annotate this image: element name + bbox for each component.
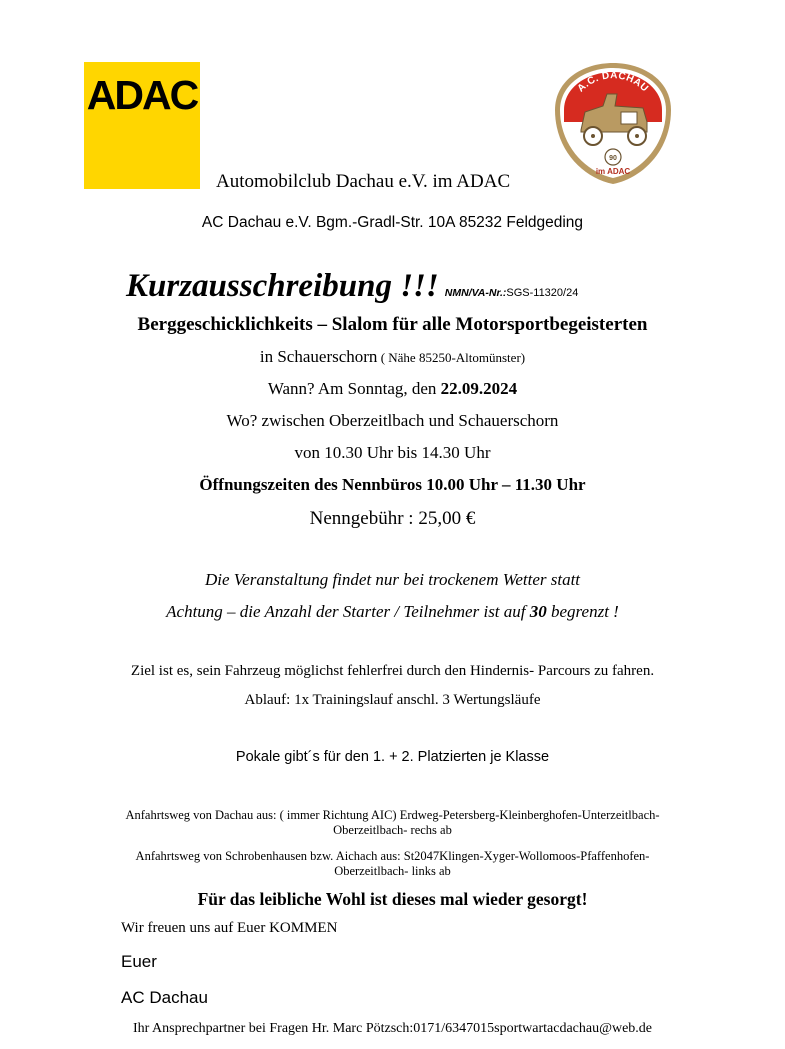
event-location (0, 347, 785, 367)
entry-fee: Nenngebühr : 25,00 € (309, 508, 476, 529)
crest-bottom-text: im ADAC (595, 167, 631, 176)
procedure-text: Ablauf: 1x Trainingslauf anschl. 3 Wertungsläufe (244, 692, 541, 708)
location-main: in Schauerschorn (259, 347, 378, 366)
route-from-dachau (0, 808, 785, 838)
trophies-text: Pokale gibt´s für den 1. + 2. Platzierten je Klasse (235, 749, 550, 765)
crest-anniversary: 90 (609, 155, 617, 162)
date-prefix: Wann? Am Sonntag, den (267, 379, 441, 398)
office-hours: Öffnungszeiten des Nennbüros 10.00 Uhr – 11.30 Uhr (199, 475, 586, 494)
crest-top-text: A.C. DACHAU (575, 70, 651, 95)
limit-suffix: begrenzt ! (546, 602, 619, 621)
event-date (0, 379, 785, 399)
club-address: AC Dachau e.V. Bgm.-Gradl-Str. 10A 85232 Feldgeding (201, 214, 584, 231)
nmn-label: NMN/VA-Nr.: (444, 287, 507, 299)
ac-dachau-crest (551, 60, 675, 186)
event-time: von 10.30 Uhr bis 14.30 Uhr (294, 443, 491, 462)
limit-prefix: Achtung – die Anzahl der Starter / Teilnehmer ist auf (166, 602, 530, 621)
limit-number: 30 (529, 602, 547, 621)
route-from-schrobenhausen (0, 849, 785, 879)
welcome-text: Wir freuen uns auf Euer KOMMEN (121, 920, 338, 936)
route-schrobenhausen-line2: Oberzeitlbach- links ab (334, 864, 451, 878)
nmn-value: SGS-11320/24 (506, 287, 579, 299)
route-dachau-line1: Anfahrtsweg von Dachau aus: ( immer Richtung AIC) Erdweg-Petersberg-Kleinberghofen-Unterzeitlbach- (125, 808, 660, 822)
goal-text: Ziel ist es, sein Fahrzeug möglichst fehlerfrei durch den Hindernis- Parcours zu fahren. (130, 663, 655, 679)
adac-logo (84, 62, 200, 189)
route-schrobenhausen-line1: Anfahrtsweg von Schrobenhausen bzw. Aichach aus: St2047Klingen-Xyger-Wollomoos-Pfaffenhofen- (135, 849, 650, 863)
signature-line1: Euer (121, 952, 157, 971)
route-dachau-line2: Oberzeitlbach- rechs ab (333, 823, 452, 837)
date-value: 22.09.2024 (440, 379, 518, 398)
event-name: Berggeschicklichkeits – Slalom für alle Motorsportbegeisterten (137, 314, 648, 335)
club-name: Automobilclub Dachau e.V. im ADAC (216, 171, 511, 192)
title-row (126, 268, 578, 305)
event-where: Wo? zwischen Oberzeitlbach und Schauerschorn (226, 411, 559, 430)
weather-note: Die Veranstaltung findet nur bei trockenem Wetter statt (204, 570, 581, 589)
signature-line2: AC Dachau (121, 988, 208, 1007)
contact-info: Ihr Ansprechpartner bei Fragen Hr. Marc Pötzsch:0171/6347015sportwartacdachau@web.de (132, 1021, 653, 1036)
catering-note: Für das leibliche Wohl ist dieses mal wieder gesorgt! (197, 889, 588, 909)
participant-limit (0, 602, 785, 622)
adac-logo-text: ADAC (86, 72, 198, 118)
location-note: ( Nähe 85250-Altomünster) (377, 350, 526, 365)
page-title: Kurzausschreibung !!! (126, 268, 439, 304)
